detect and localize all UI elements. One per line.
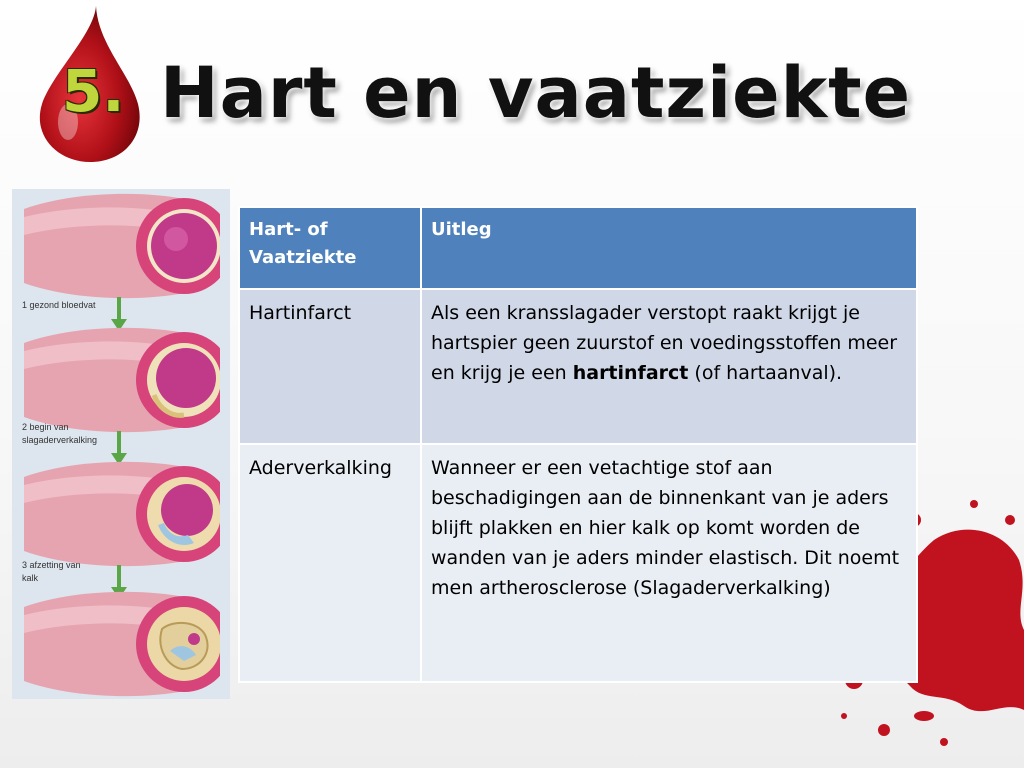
page-title: Hart en vaatziekte (160, 52, 912, 134)
explanation-bold-term: hartinfarct (572, 362, 689, 384)
column-header-disease: Hart- of Vaatziekte (239, 207, 421, 289)
stage-label-1: 1 gezond bloedvat (22, 300, 96, 310)
table-header-row (239, 207, 917, 289)
explanation-cell: Wanneer er een vetachtige stof aan beschadigingen aan de binnenkant van je aders blijft plakken en hier kalk op komt worden de wanden van je aders minder elastisch. Dit noemt men artherosclerose (Slagaderverkalking) (421, 444, 917, 682)
calcified-vessel-image (24, 589, 220, 699)
disease-table (238, 206, 918, 683)
early-atherosclerosis-vessel-image (24, 325, 220, 435)
explanation-text: Als een kransslagader verstopt raakt krijgt je hartspier geen zuurstof en voedingsstoffen meer en krijg je een (431, 302, 898, 384)
slide-number: 5. (62, 57, 125, 125)
column-header-explanation: Uitleg (421, 207, 917, 289)
explanation-cell (421, 289, 917, 444)
healthy-vessel-image (24, 191, 220, 301)
plaque-vessel-image (24, 459, 220, 569)
table-row (239, 289, 917, 444)
stage-label-3-text: 3 afzetting van kalk (22, 560, 81, 583)
disease-name-cell: Hartinfarct (239, 289, 421, 444)
stage-label-2-text: 2 begin van slagaderverkalking (22, 422, 98, 445)
stage-label-3 (22, 559, 81, 585)
stage-label-2 (22, 421, 97, 447)
table-row (239, 444, 917, 682)
disease-name-cell: Aderverkalking (239, 444, 421, 682)
explanation-text-end: (of hartaanval). (688, 362, 843, 384)
artery-illustration (12, 189, 230, 699)
